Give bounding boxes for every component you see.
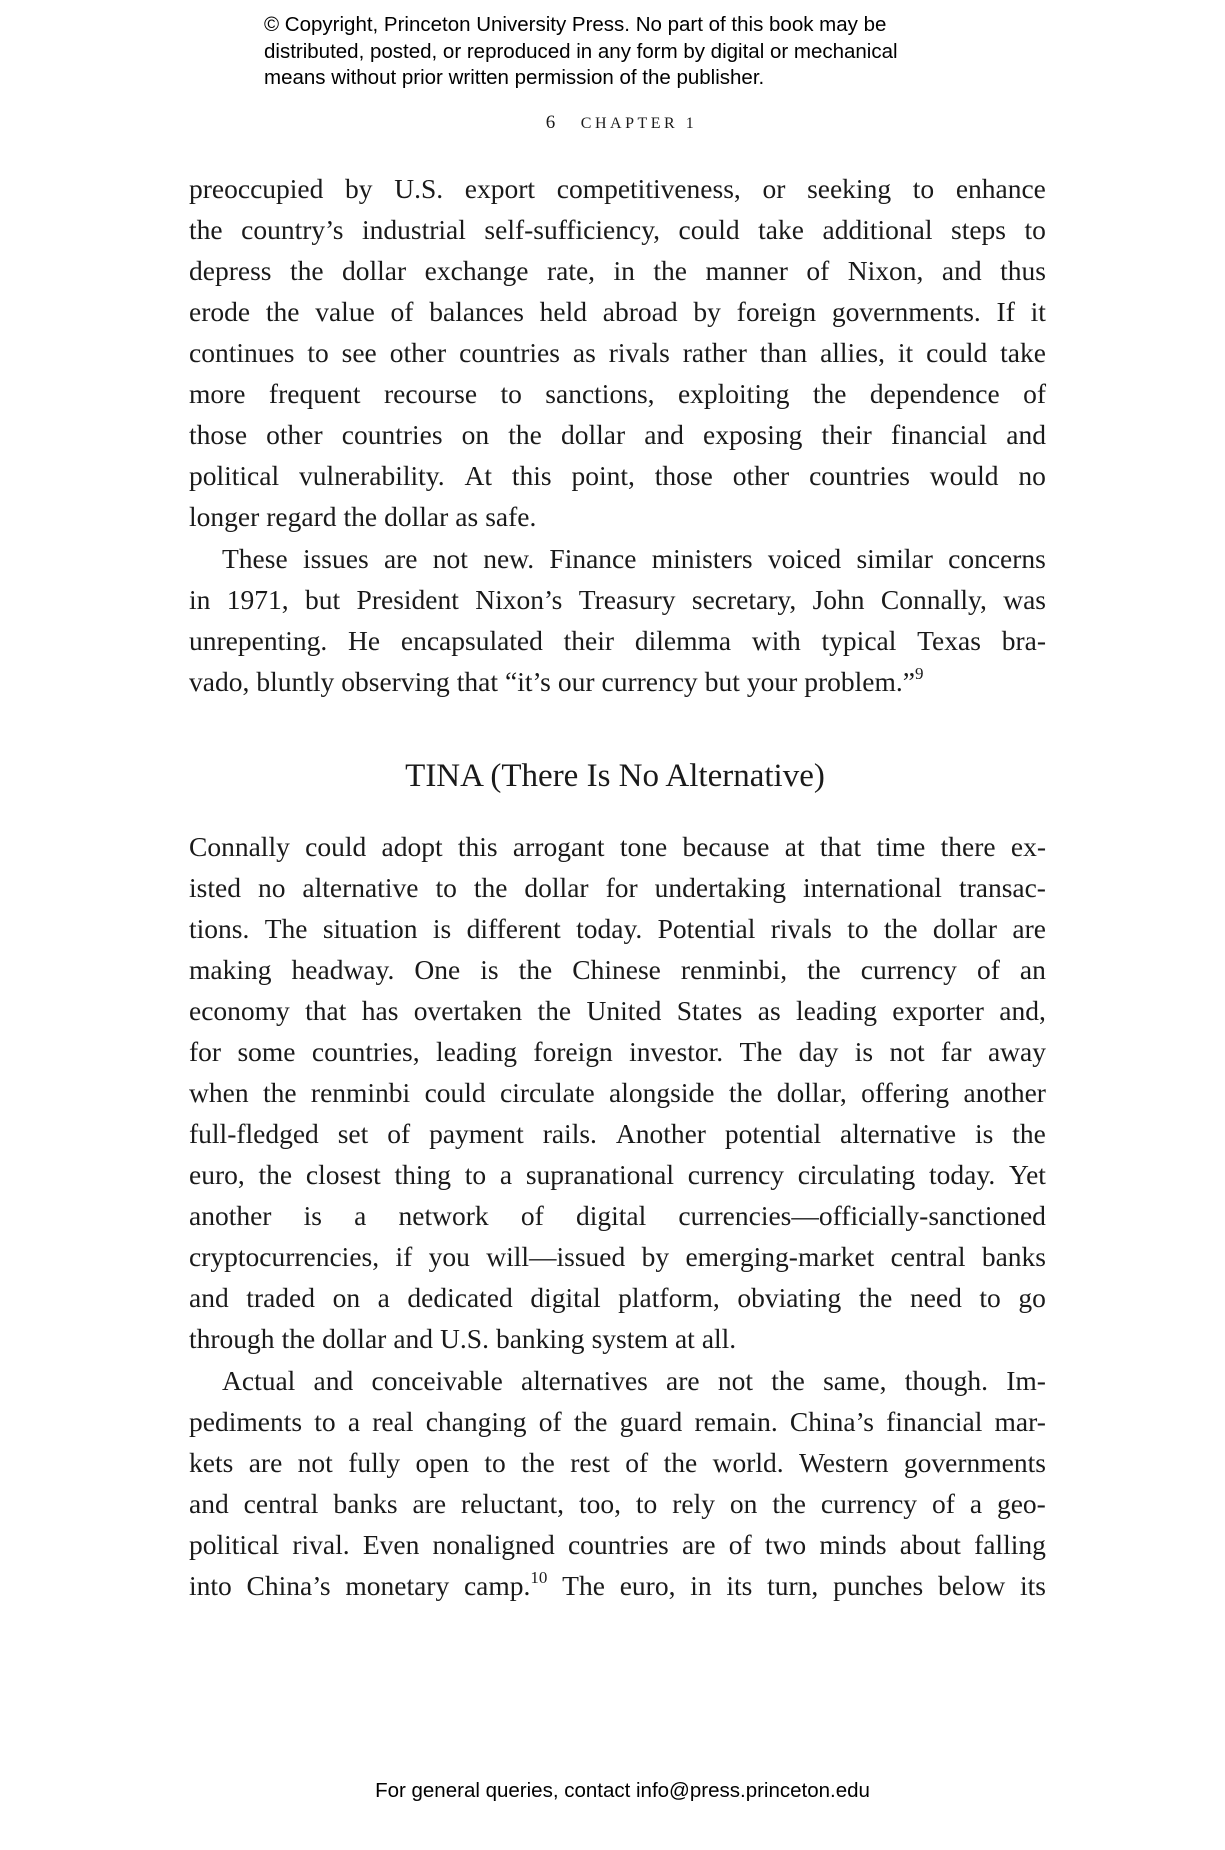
text-line: political rival. Even nonaligned countries are of two minds about falling (189, 1529, 1046, 1560)
text-line: in 1971, but President Nixon’s Treasury secretary, John Connally, was (189, 584, 1046, 615)
paragraph-4 (189, 1360, 1046, 1606)
text-line: isted no alternative to the dollar for undertaking international transac- (189, 872, 1046, 903)
text-line: another is a network of digital currencies—officially-sanctioned (189, 1200, 1046, 1231)
copyright-line: means without prior written permission of the publisher. (264, 66, 765, 89)
footnote-marker[interactable]: 9 (914, 663, 924, 683)
text-line: euro, the closest thing to a supranational currency circulating today. Yet (189, 1159, 1046, 1190)
text-line: Connally could adopt this arrogant tone because at that time there ex- (189, 831, 1046, 862)
text-line: more frequent recourse to sanctions, exploiting the dependence of (189, 378, 1046, 409)
paragraph-1 (189, 168, 1046, 537)
text-line: and traded on a dedicated digital platform, obviating the need to go (189, 1282, 1046, 1313)
text-line: pediments to a real changing of the guard remain. China’s financial mar- (189, 1406, 1046, 1437)
text-line: kets are not fully open to the rest of the world. Western governments (189, 1447, 1046, 1478)
text-line: and central banks are reluctant, too, to rely on the currency of a geo- (189, 1488, 1046, 1519)
text-line: full-fledged set of payment rails. Another potential alternative is the (189, 1118, 1046, 1149)
page-number: 6 (545, 112, 559, 133)
text-line: political vulnerability. At this point, those other countries would no (189, 460, 1046, 491)
text-line: continues to see other countries as rivals rather than allies, it could take (189, 337, 1046, 368)
chapter-label: CHAPTER 1 (580, 115, 698, 132)
text-line: tions. The situation is different today. Potential rivals to the dollar are (189, 913, 1046, 944)
text-line: unrepenting. He encapsulated their dilemma with typical Texas bra- (189, 625, 1046, 656)
text-line: Actual and conceivable alternatives are not the same, though. Im- (222, 1365, 1046, 1396)
text-line: those other countries on the dollar and exposing their financial and (189, 419, 1046, 450)
text-line: cryptocurrencies, if you will—issued by emerging-market central banks (189, 1241, 1046, 1272)
paragraph-3 (189, 826, 1046, 1359)
copyright-line: © Copyright, Princeton University Press. No part of this book may be (264, 13, 887, 36)
text-line: erode the value of balances held abroad by foreign governments. If it (189, 296, 1046, 327)
footnote-marker[interactable]: 10 (530, 1567, 548, 1587)
text-line: when the renminbi could circulate alongside the dollar, offering another (189, 1077, 1046, 1108)
text-line: economy that has overtaken the United States as leading exporter and, (189, 995, 1046, 1026)
text-line: preoccupied by U.S. export competitiveness, or seeking to enhance (189, 173, 1046, 204)
text-line: depress the dollar exchange rate, in the manner of Nixon, and thus (189, 255, 1046, 286)
text-line: vado, bluntly observing that “it’s our currency but your problem.”$^9$ (189, 663, 924, 697)
text-line: for some countries, leading foreign investor. The day is not far away (189, 1036, 1046, 1067)
text-line: making headway. One is the Chinese renminbi, the currency of an (189, 954, 1046, 985)
text-line: These issues are not new. Finance ministers voiced similar concerns (222, 543, 1046, 574)
copyright-line: distributed, posted, or reproduced in any form by digital or mechanical (264, 39, 898, 63)
copyright-notice (264, 12, 1024, 92)
footer-contact: For general queries, contact info@press.princeton.edu (375, 1779, 870, 1802)
paragraph-2 (189, 538, 1046, 702)
section-heading: TINA (There Is No Alternative) (405, 758, 825, 794)
text-line: longer regard the dollar as safe. (189, 501, 537, 532)
text-line: into China’s monetary camp.$^{10}$ The euro, in its turn, punches below its (189, 1567, 1046, 1601)
running-head (0, 112, 1225, 134)
text-line: the country’s industrial self-sufficiency, could take additional steps to (189, 214, 1046, 245)
text-line: through the dollar and U.S. banking system at all. (189, 1323, 737, 1354)
